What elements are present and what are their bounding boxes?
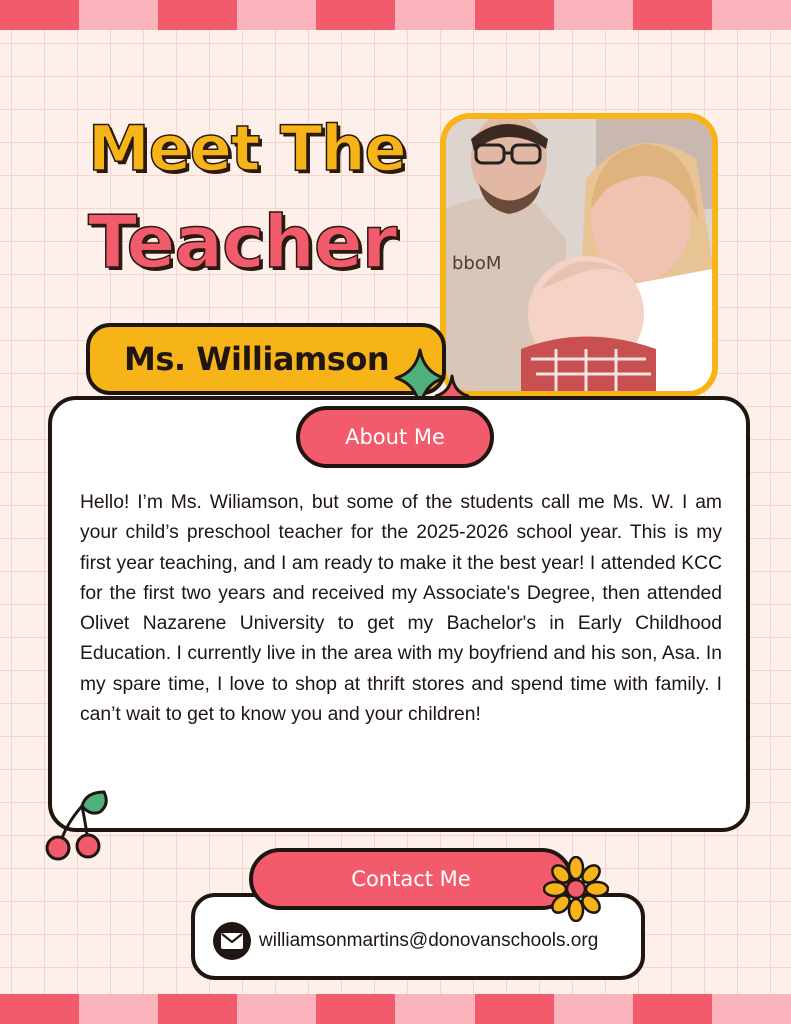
top-checker-band — [0, 0, 791, 30]
email-link[interactable]: williamsonmartins@donovanschools.org — [259, 929, 599, 951]
about-paragraph: Hello! I’m Ms. Wiliamson, but some of the students call me Ms. W. I am your child’s preschool teacher for the 2025-2026 school year. This is my first year teaching, and I am ready to make it the best year! I attended KCC for the first two years and received my Associate's Degree, then attended Olivet Nazarene University to get my Bachelor's in Early Childhood Education. I currently live in the area with my boyfriend and his son, Asa. In my spare time, I love to shop at thrift stores and spend time with family. I can’t wait to get to know you and your children! — [80, 492, 722, 726]
heading-line-2: Teacher — [88, 200, 397, 284]
cherry-icon — [42, 786, 114, 862]
teacher-name: Ms. Williamson — [124, 340, 390, 378]
teacher-family-photo — [446, 119, 712, 391]
about-me-label: About Me — [296, 406, 494, 468]
envelope-icon — [213, 922, 251, 960]
contact-me-label: Contact Me — [249, 848, 573, 910]
shirt-lettering: bboM — [452, 253, 502, 274]
bottom-checker-band — [0, 994, 791, 1024]
teacher-photo-frame — [440, 113, 718, 397]
flower-icon — [543, 856, 609, 922]
heading-line-1: Meet The — [88, 112, 406, 185]
